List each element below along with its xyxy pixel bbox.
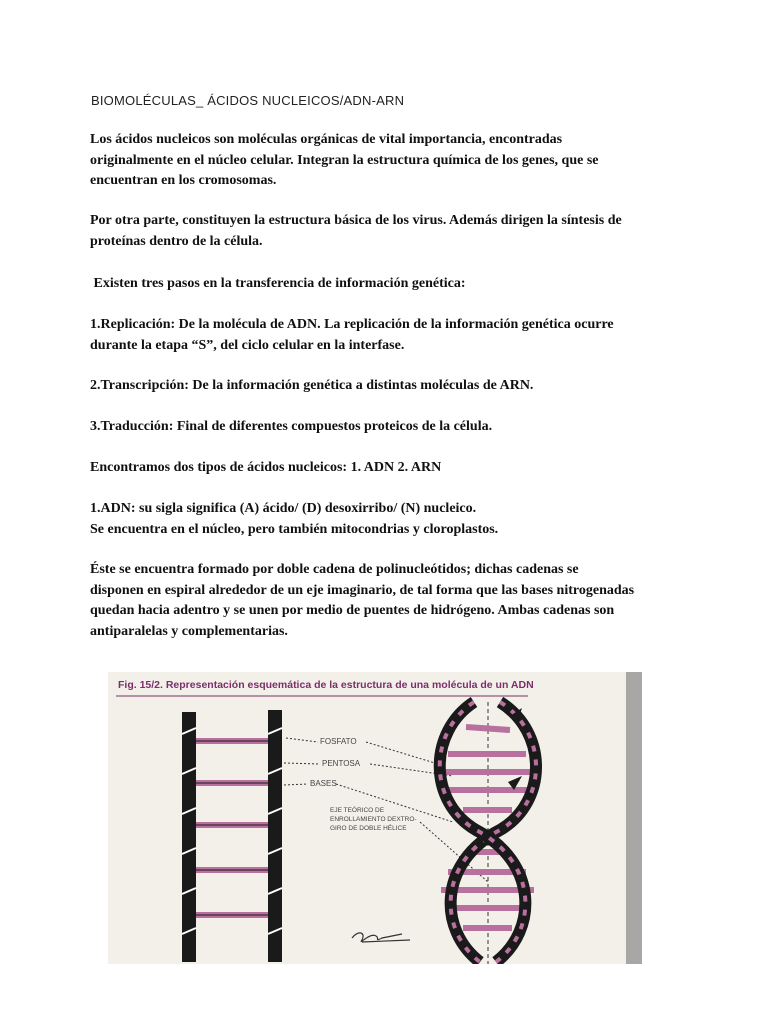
signature-mark: [352, 933, 410, 942]
dna-ladder: [182, 710, 282, 962]
ladder-strand-ticks: [182, 728, 282, 934]
dna-figure: [108, 672, 642, 964]
text-line: antiparalelas y complementarias.: [90, 623, 288, 639]
text-line: 2.Transcripción: De la información genética a distintas moléculas de ARN.: [90, 378, 534, 393]
text-line: Encontramos dos tipos de ácidos nucleicos: 1. ADN 2. ARN: [90, 460, 442, 475]
paragraph-adn-definition: [90, 499, 730, 540]
dna-double-helix: [440, 702, 536, 964]
text-line: quedan hacia adentro y se unen por medio de puentes de hidrógeno. Ambas cadenas son: [90, 603, 615, 618]
text-line: encuentran en los cromosomas.: [90, 173, 277, 188]
text-line: Existen tres pasos en la transferencia de información genética:: [90, 276, 466, 291]
paragraph-adn-structure: [90, 560, 730, 642]
text-line: Éste se encuentra formado por doble cadena de polinucleótidos; dichas cadenas se: [90, 562, 579, 577]
text-line: durante la etapa “S”, del ciclo celular en la interfase.: [90, 337, 405, 353]
paragraph-types: [90, 458, 730, 479]
text-line: Por otra parte, constituyen la estructura básica de los virus. Además dirigen la síntesis de: [90, 213, 622, 228]
text-line: Los ácidos nucleicos son moléculas orgánicas de vital importancia, encontradas: [90, 132, 563, 147]
text-line: proteínas dentro de la célula.: [90, 233, 263, 249]
scan-edge-shadow: [626, 672, 642, 964]
label-pentosa: PENTOSA: [322, 759, 361, 768]
dna-diagram: [108, 672, 642, 964]
ladder-left-strand: [182, 712, 196, 962]
ladder-right-strand: [268, 710, 282, 962]
paragraph-virus: [90, 211, 730, 252]
paragraph-translation: [90, 417, 730, 438]
figure-labels: [310, 737, 417, 832]
label-eje-2: ENROLLAMIENTO DEXTRO-: [330, 816, 417, 823]
text-line: 3.Traducción: Final de diferentes compuestos proteicos de la célula.: [90, 419, 493, 434]
figure-caption: Fig. 15/2. Representación esquemática de la estructura de una molécula de un ADN: [118, 679, 534, 691]
text-line: 1.ADN: su sigla significa (A) ácido/ (D) desoxirribo/ (N) nucleico.: [90, 501, 477, 516]
paragraph-steps-intro: [90, 274, 730, 295]
text-line: disponen en espiral alrededor de un eje imaginario, de tal forma que las bases nitrogenadas: [90, 582, 635, 598]
document-title: BIOMOLÉCULAS_ ÁCIDOS NUCLEICOS/ADN-ARN: [91, 93, 405, 108]
label-fosfato: FOSFATO: [320, 737, 357, 746]
text-line: 1.Replicación: De la molécula de ADN. La replicación de la información genética ocurre: [90, 317, 614, 332]
text-line: originalmente en el núcleo celular. Integran la estructura química de los genes, que se: [90, 152, 599, 168]
text-line: Se encuentra en el núcleo, pero también mitocondrias y cloroplastos.: [90, 521, 499, 537]
paragraph-replication: [90, 315, 730, 356]
label-eje-3: GIRO DE DOBLE HÉLICE: [330, 825, 407, 832]
label-eje-1: EJE TEÓRICO DE: [330, 807, 385, 814]
label-bases: BASES: [310, 779, 337, 788]
paragraph-transcription: [90, 376, 730, 397]
paragraph-intro: [90, 130, 730, 192]
